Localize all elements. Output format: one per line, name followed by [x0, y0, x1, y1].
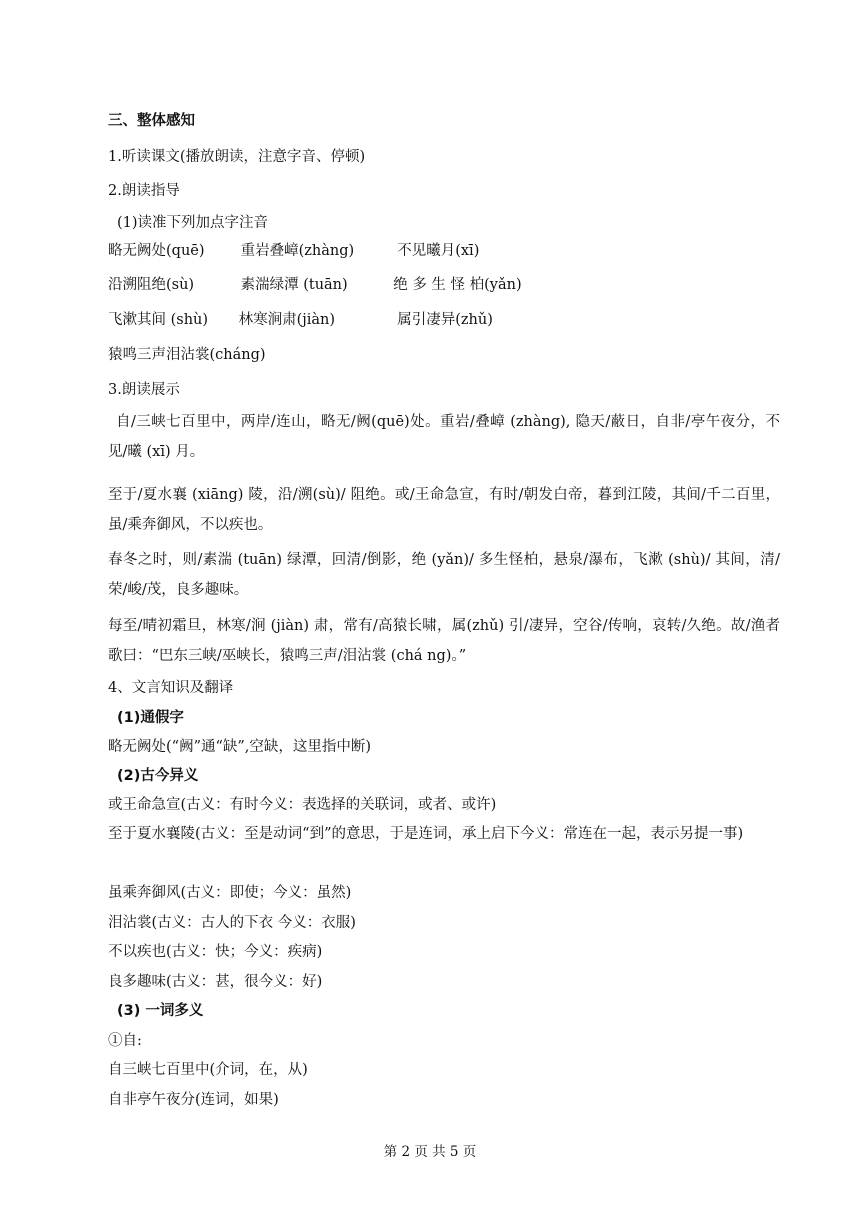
pinyin-item: 沿溯阻绝(sù) — [108, 277, 195, 293]
passage-paragraph: 自/三峡七百里中，两岸/连山，略无/阙(quē)处。重岩/叠嶂 (zhàng), 隐天/蔽日，自非/亭午夜分，不见/曦 (xī) 月。 — [108, 414, 780, 460]
pinyin-item: 属引凄异(zhǔ) — [397, 312, 493, 328]
yici-word: ①自: — [108, 1033, 142, 1049]
passage-paragraph: 每至/晴初霜旦，林寒/涧 (jiàn) 肃，常有/高猿长啸，属(zhǔ) 引/凄异，空谷/传响，哀转/久绝。故/渔者歌曰：“巴东三峡/巫峡长，猿鸣三声/泪沾裳 (chá ng)。” — [108, 618, 780, 664]
step-2: 2.朗读指导 — [108, 183, 180, 199]
pinyin-item: 绝 多 生 怪 柏(yǎn) — [393, 277, 522, 293]
gujin-item: 虽乘奔御风(古义：即使；今义：虽然) — [108, 885, 352, 901]
yici-item: 自非亭午夜分(连词，如果) — [108, 1092, 279, 1108]
gujin-item: 至于夏水襄陵(古义：至是动词“到”的意思，于是连词，承上启下今义：常连在一起，表示另提一事) — [108, 826, 744, 842]
tongjia-item: 略无阙处(“阙”通“缺”,空缺，这里指中断) — [108, 739, 372, 755]
step-3: 3.朗读展示 — [108, 382, 180, 398]
pinyin-row — [108, 241, 479, 261]
pinyin-item: 不见曦月(xī) — [397, 243, 480, 259]
pinyin-row — [108, 345, 266, 365]
step-1: 1.听读课文(播放朗读，注意字音、停顿) — [108, 149, 366, 165]
gujin-item: 或王命急宣(古义：有时今义：表选择的关联词，或者、或许) — [108, 797, 497, 813]
passage-paragraph: 春冬之时，则/素湍 (tuān) 绿潭，回清/倒影，绝 (yǎn)/ 多生怪柏，悬泉/瀑布，飞漱 (shù)/ 其间，清/荣/峻/茂，良多趣味。 — [108, 552, 780, 598]
section-heading: 三、整体感知 — [108, 113, 195, 129]
gujin-heading: (2)古今异义 — [117, 768, 199, 784]
page-footer: 第 2 页 共 5 页 — [383, 1144, 477, 1160]
pinyin-item: 林寒涧肃(jiàn) — [238, 312, 336, 328]
sub-heading-pinyin: (1)读准下列加点字注音 — [117, 215, 269, 231]
pinyin-item: 飞漱其间 (shù) — [108, 312, 209, 328]
pinyin-row — [108, 275, 522, 295]
pinyin-item: 略无阙处(quē) — [108, 243, 205, 259]
yici-item: 自三峡七百里中(介词，在，从) — [108, 1062, 308, 1078]
pinyin-item: 素湍绿潭 (tuān) — [240, 277, 348, 293]
gujin-item: 良多趣味(古义：甚，很今义：好) — [108, 974, 323, 990]
step-4: 4、文言知识及翻译 — [108, 680, 234, 696]
pinyin-item: 重岩叠嶂(zhàng) — [240, 243, 355, 259]
passage-paragraph: 至于/夏水襄 (xiāng) 陵，沿/溯(sù)/ 阻绝。或/王命急宣，有时/朝发白帝，暮到江陵，其间/千二百里，虽/乘奔御风，不以疾也。 — [108, 487, 780, 533]
pinyin-row — [108, 310, 493, 330]
gujin-item: 不以疾也(古义：快；今义：疾病) — [108, 944, 323, 960]
gujin-item: 泪沾裳(古义：古人的下衣 今义：衣服) — [108, 915, 356, 931]
tongjia-heading: (1)通假字 — [117, 710, 184, 726]
yici-heading: (3) 一词多义 — [117, 1003, 204, 1019]
pinyin-item: 猿鸣三声泪沾裳(cháng) — [108, 347, 266, 363]
